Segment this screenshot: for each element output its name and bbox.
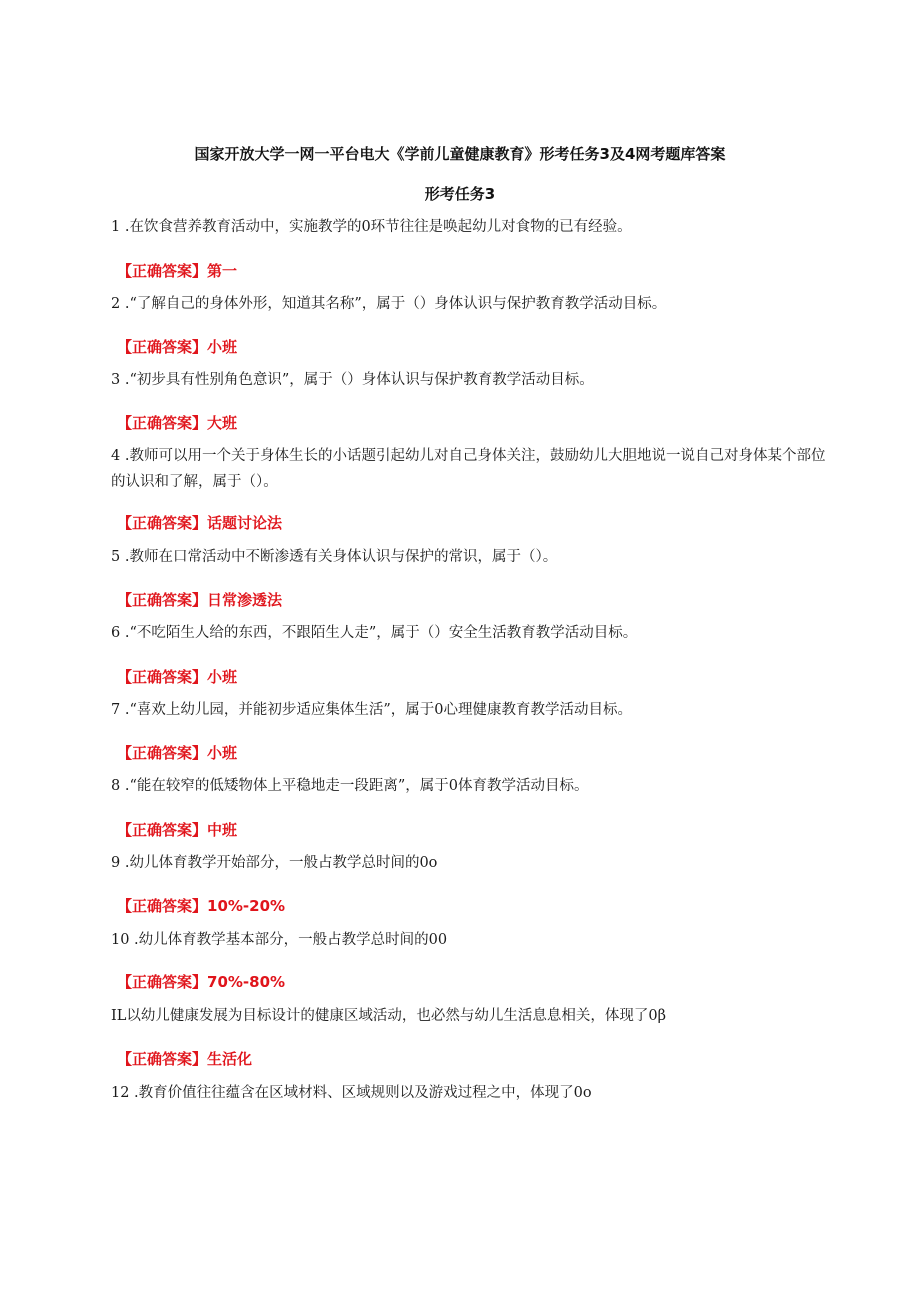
question-4: 4 .教师可以用一个关于身体生长的小话题引起幼儿对自己身体关注，鼓励幼儿大胆地说一说自己对身体某个部位的认识和了解，属于（）。 (111, 448, 826, 490)
answer-5: 【正确答案】日常渗透法 (117, 591, 283, 609)
question-2: 2 .“了解自己的身体外形，知道其名称”，属于（）身体认识与保护教育教学活动目标。 (111, 296, 667, 312)
answer-6: 【正确答案】小班 (117, 668, 238, 686)
question-7: 7 .“喜欢上幼儿园，并能初步适应集体生活”，属于0心理健康教育教学活动目标。 (111, 702, 632, 718)
answer-11: 【正确答案】生活化 (117, 1050, 253, 1068)
answer-7: 【正确答案】小班 (117, 744, 238, 762)
question-6: 6 .“不吃陌生人给的东西，不跟陌生人走”，属于（）安全生活教育教学活动目标。 (111, 625, 638, 641)
question-9: 9 .幼儿体育教学开始部分，一般占教学总时间的0o (111, 855, 438, 871)
answer-2: 【正确答案】小班 (117, 338, 238, 356)
question-3: 3 .“初步具有性别角色意识”，属于（）身体认识与保护教育教学活动目标。 (111, 372, 594, 388)
section-heading: 形考任务3 (424, 185, 496, 203)
answer-1: 【正确答案】第一 (117, 262, 238, 280)
answer-3: 【正确答案】大班 (117, 414, 238, 432)
question-8: 8 .“能在较窄的低矮物体上平稳地走一段距离”，属于0体育教学活动目标。 (111, 778, 589, 794)
question-10: 10 .幼儿体育教学基本部分，一般占教学总时间的00 (111, 932, 448, 948)
document-title: 国家开放大学一网一平台电大《学前儿童健康教育》形考任务3及4网考题库答案 (194, 145, 726, 163)
question-5: 5 .教师在口常活动中不断渗透有关身体认识与保护的常识，属于（）。 (111, 549, 558, 565)
answer-9: 【正确答案】10%-20% (117, 897, 286, 915)
answer-4: 【正确答案】话题讨论法 (117, 514, 283, 532)
question-12: 12 .教育价值往往蕴含在区域材料、区域规则以及游戏过程之中，体现了0o (111, 1085, 592, 1101)
question-11: IL以幼儿健康发展为目标设计的健康区域活动，也必然与幼儿生活息息相关，体现了0β (111, 1008, 666, 1024)
answer-10: 【正确答案】70%-80% (117, 973, 286, 991)
answer-8: 【正确答案】中班 (117, 821, 238, 839)
question-1: 1 .在饮食营养教育活动中，实施教学的0环节往往是唤起幼儿对食物的已有经验。 (111, 219, 632, 235)
